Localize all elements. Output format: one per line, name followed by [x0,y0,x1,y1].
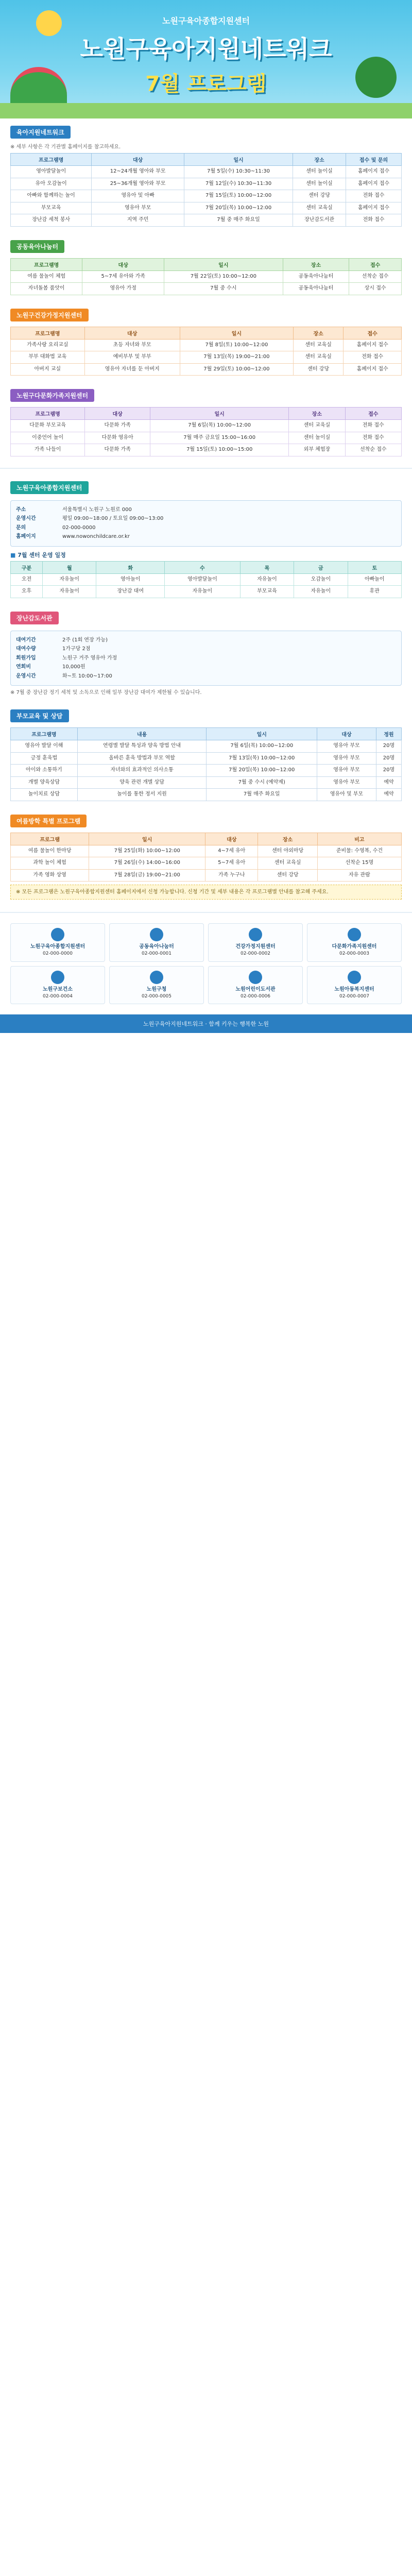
table-row [11,166,402,178]
table-cell: 홈페이지 접수 [346,202,402,214]
table-row [11,444,402,456]
table-cell: 7월 중 수시 (예약제) [207,776,317,789]
table-cell: 전화 접수 [345,432,401,444]
table-header: 일시 [180,327,293,339]
table-header: 일시 [207,728,317,740]
footer-bar: 노원구육아지원네트워크 · 함께 키우는 행복한 노원 [0,1014,412,1033]
table-cell: 공동육아나눔터 [283,270,349,283]
info-value: 10,000원 [62,664,85,670]
table-cell: 5~7세 유아와 가족 [82,270,164,283]
table-header-row [11,154,402,166]
table-header: 프로그램 [11,833,89,845]
info-row [16,636,396,645]
table-cell: 7월 15일(토) 10:00~12:00 [184,190,293,202]
section-parent-education [0,702,412,807]
table-cell: 센터 교육실 [258,857,317,870]
logo-icon [348,971,361,984]
table-cell: 전화 접수 [346,214,402,227]
section-title: 여름방학 특별 프로그램 [10,815,87,827]
section-sharing [0,233,412,301]
notice-banner: ※ 모든 프로그램은 노원구육아종합지원센터 홈페이지에서 신청 가능합니다. 신청 기간 및 세부 내용은 각 프로그램별 안내를 참고해 주세요. [10,885,402,900]
info-row [16,663,396,671]
table-cell: 아빠놀이 [348,573,401,586]
partner-phone: 02-000-0001 [141,951,172,956]
table-header: 대상 [317,728,376,740]
table-cell: 20명 [376,740,401,753]
table-cell: 부모교육 [240,586,294,598]
table-cell: 공동육아나눔터 [283,283,349,295]
table-cell: 20명 [376,765,401,777]
info-label: 대여기간 [16,637,36,643]
table-cell: 영유아 및 아빠 [92,190,184,202]
table-header-row [11,258,402,270]
center-info-box [10,500,402,547]
section-network [0,118,412,233]
partner-logo-card[interactable] [307,923,402,962]
table-header: 금 [294,561,348,573]
table-cell: 영아발달놀이 [165,573,241,586]
partner-logo-card[interactable] [109,923,204,962]
table-cell: 센터 교육실 [293,202,346,214]
table-header: 비고 [317,833,401,845]
table-cell: 선착순 15명 [317,857,401,870]
table-row [11,586,402,598]
table-cell: 7월 6일(목) 10:00~12:00 [207,740,317,753]
table-cell: 준비물: 수영복, 수건 [317,845,401,857]
table-row [11,283,402,295]
table-cell: 자유놀이 [294,586,348,598]
table-cell: 자녀돌봄 품앗이 [11,283,82,295]
table-row [11,752,402,765]
info-label: 대여수량 [16,646,36,652]
table-header: 프로그램명 [11,728,78,740]
table-row [11,214,402,227]
partner-logo-card[interactable] [10,966,105,1005]
table-cell: 영유아 부모 [317,752,376,765]
table-header: 장소 [258,833,317,845]
table-cell: 영아발달놀이 [11,166,92,178]
table-cell: 자유놀이 [240,573,294,586]
table-row [11,869,402,882]
table-header: 접수 및 문의 [346,154,402,166]
table-cell: 센터 교육실 [294,339,344,351]
header-month-title: 7월 프로그램 [145,72,267,96]
table-header: 일시 [150,408,289,420]
table-header-row [11,728,402,740]
table-header: 프로그램명 [11,327,85,339]
table-row [11,765,402,777]
table-cell: 지역 주민 [92,214,184,227]
table-cell: 가족사랑 요리교실 [11,339,85,351]
table-cell: 센터 놀이실 [293,178,346,190]
table-row [11,178,402,190]
program-table [10,407,402,456]
table-cell: 아이와 소통하기 [11,765,78,777]
header-banner [0,0,412,118]
table-header: 프로그램명 [11,154,92,166]
table-cell: 유아 오감놀이 [11,178,92,190]
table-cell: 이중언어 놀이 [11,432,85,444]
partner-name: 노원구보건소 [43,986,73,992]
table-cell: 자유놀이 [43,573,96,586]
section-title: 노원구다문화가족지원센터 [10,389,94,402]
info-row [16,533,396,541]
partner-logo-card[interactable] [10,923,105,962]
table-cell: 가족 누구나 [205,869,258,882]
table-cell: 25~36개월 영아와 부모 [92,178,184,190]
section-title: 공동육아나눔터 [10,240,64,253]
partner-phone: 02-000-0004 [42,993,73,999]
sun-decoration [36,10,62,36]
info-row [16,672,396,681]
table-header: 토 [348,561,401,573]
table-cell: 오감놀이 [294,573,348,586]
info-value: 2주 (1회 연장 가능) [62,637,108,643]
logo-icon [348,928,361,941]
table-row [11,857,402,870]
section-summer [0,807,412,907]
schedule-title: ■ 7월 센터 운영 일정 [10,551,402,559]
logo-icon [249,971,262,984]
info-value: 평일 09:00~18:00 / 토요일 09:00~13:00 [62,516,164,521]
toy-info-box [10,631,402,686]
table-header: 프로그램명 [11,408,85,420]
table-cell: 오후 [11,586,43,598]
table-cell: 7월 26일(수) 14:00~16:00 [89,857,205,870]
info-row [16,515,396,523]
table-cell: 7월 28일(금) 19:00~21:00 [89,869,205,882]
table-cell: 긍정 훈육법 [11,752,78,765]
program-table [10,258,402,295]
table-cell: 양육 관련 개별 상담 [77,776,207,789]
table-row [11,573,402,586]
partner-phone: 02-000-0000 [42,951,73,956]
table-cell: 놀이를 통한 정서 지원 [77,789,207,801]
partner-phone: 02-000-0005 [141,993,172,999]
table-cell: 아버지 교실 [11,363,85,376]
partner-name: 노원어린이도서관 [235,986,276,992]
table-row [11,202,402,214]
program-table [10,327,402,376]
table-cell: 7월 29일(토) 10:00~12:00 [180,363,293,376]
logo-icon [51,928,64,941]
section-title: 부모교육 및 상담 [10,709,69,722]
table-header-row [11,833,402,845]
info-label: 주소 [16,506,26,513]
table-header: 장소 [294,327,344,339]
table-cell: 가족 나들이 [11,444,85,456]
table-cell: 예약 [376,776,401,789]
table-cell: 7월 중 수시 [164,283,283,295]
table-cell: 다문화 가족 [85,420,150,432]
table-cell: 영유아 부모 [92,202,184,214]
table-cell: 7월 중 매주 화요일 [184,214,293,227]
section-family-center [0,301,412,382]
table-header-row [11,327,402,339]
info-label: 연회비 [16,664,31,670]
partner-name: 공동육아나눔터 [139,944,174,950]
info-row [16,654,396,663]
table-header: 장소 [289,408,345,420]
table-header: 대상 [85,408,150,420]
table-cell: 부부 대화법 교육 [11,351,85,364]
table-cell: 다문화 영유아 [85,432,150,444]
partner-phone: 02-000-0007 [339,993,370,999]
table-row [11,740,402,753]
table-cell: 다문화 부모교육 [11,420,85,432]
table-cell: 7월 13일(목) 10:00~12:00 [207,752,317,765]
section-note: ※ 세부 사항은 각 기관별 홈페이지를 참고하세요. [10,144,121,150]
table-cell: 4~7세 유아 [205,845,258,857]
partner-logo-card[interactable] [208,966,303,1005]
info-row [16,506,396,514]
table-cell: 전화 접수 [345,420,401,432]
table-cell: 센터 강당 [293,190,346,202]
watermelon-icon [10,67,67,103]
partner-logo-card[interactable] [307,966,402,1005]
logo-icon [249,928,262,941]
table-cell: 여름 물놀이 체험 [11,270,82,283]
table-header: 접수 [345,408,401,420]
table-cell: 놀이치료 상담 [11,789,78,801]
table-cell: 과학 놀이 체험 [11,857,89,870]
program-table [10,153,402,227]
section-center-info [0,474,412,604]
table-row [11,776,402,789]
partner-logos [0,918,412,1014]
partner-name: 건강가정지원센터 [235,944,276,950]
info-value: 노원구 거주 영유아 가정 [62,655,117,661]
divider [0,912,412,913]
table-cell: 상시 접수 [349,283,402,295]
table-cell: 부모교육 [11,202,92,214]
table-header: 목 [240,561,294,573]
table-cell: 20명 [376,752,401,765]
table-header: 내용 [77,728,207,740]
partner-logo-card[interactable] [109,966,204,1005]
table-cell: 7월 22일(토) 10:00~12:00 [164,270,283,283]
section-multicultural [0,382,412,463]
info-label: 홈페이지 [16,534,36,539]
table-row [11,789,402,801]
table-header: 일시 [164,258,283,270]
program-table [10,833,402,882]
header-main-title: 노원구육아지원네트워크 [80,35,332,63]
table-cell: 예비부부 및 부부 [84,351,180,364]
section-title: 육아지원네트워크 [10,126,71,139]
table-header: 접수 [349,258,402,270]
table-row [11,420,402,432]
partner-phone: 02-000-0002 [240,951,271,956]
table-cell: 휴관 [348,586,401,598]
table-cell: 7월 25일(화) 10:00~12:00 [89,845,205,857]
info-value: 화~토 10:00~17:00 [62,673,112,679]
divider [0,468,412,469]
table-header: 장소 [293,154,346,166]
table-cell: 7월 6일(목) 10:00~12:00 [150,420,289,432]
table-row [11,339,402,351]
table-cell: 여름 물놀이 한마당 [11,845,89,857]
table-row [11,270,402,283]
table-cell: 외부 체험장 [289,444,345,456]
table-cell: 오전 [11,573,43,586]
table-cell: 홈페이지 접수 [346,166,402,178]
table-cell: 7월 20일(목) 10:00~12:00 [207,765,317,777]
table-cell: 영유아 부모 [317,765,376,777]
table-cell: 예약 [376,789,401,801]
logo-icon [150,928,163,941]
table-header: 월 [43,561,96,573]
table-cell: 장난감도서관 [293,214,346,227]
partner-name: 다문화가족지원센터 [332,944,377,950]
table-row [11,351,402,364]
table-row [11,432,402,444]
table-cell: 자유 관람 [317,869,401,882]
table-header-row [11,561,402,573]
partner-name: 노원아동복지센터 [334,986,374,992]
table-header: 프로그램명 [11,258,82,270]
table-header: 대상 [205,833,258,845]
table-cell: 영아놀이 [96,573,165,586]
table-cell: 선착순 접수 [349,270,402,283]
info-row [16,524,396,532]
table-header: 구분 [11,561,43,573]
table-header: 일시 [89,833,205,845]
table-header: 일시 [184,154,293,166]
table-cell: 다문화 가족 [85,444,150,456]
table-cell: 홈페이지 접수 [346,178,402,190]
partner-phone: 02-000-0006 [240,993,271,999]
info-label: 운영시간 [16,673,36,679]
table-cell: 센터 교육실 [294,351,344,364]
partner-name: 노원구청 [146,986,167,992]
table-header: 장소 [283,258,349,270]
info-value: 02-000-0000 [62,524,96,531]
table-cell: 영유아 발달 이해 [11,740,78,753]
partner-name: 노원구육아종합지원센터 [30,944,85,950]
table-cell: 자유놀이 [165,586,241,598]
table-cell: 자유놀이 [43,586,96,598]
table-cell: 연령별 발달 특성과 양육 방법 안내 [77,740,207,753]
info-value: 서울특별시 노원구 노원로 000 [62,506,132,513]
table-cell: 12~24개월 영아와 부모 [92,166,184,178]
table-header: 대상 [92,154,184,166]
table-row [11,190,402,202]
table-cell: 7월 13일(목) 19:00~21:00 [180,351,293,364]
info-value: www.nowonchildcare.or.kr [62,534,130,539]
table-cell: 센터 야외마당 [258,845,317,857]
table-cell: 7월 매주 화요일 [207,789,317,801]
table-cell: 자녀와의 효과적인 의사소통 [77,765,207,777]
header-subtitle: 노원구육아종합지원센터 [162,16,250,26]
table-cell: 7월 8일(토) 10:00~12:00 [180,339,293,351]
table-header: 정원 [376,728,401,740]
table-cell: 7월 매주 금요일 15:00~16:00 [150,432,289,444]
info-label: 운영시간 [16,516,36,521]
watermelon-icon [355,57,397,98]
section-title: 노원구건강가정지원센터 [10,309,89,321]
table-cell: 센터 놀이실 [289,432,345,444]
section-title: 장난감도서관 [10,612,59,624]
table-row [11,363,402,376]
table-cell: 영유아 자녀를 둔 아버지 [84,363,180,376]
partner-logo-card[interactable] [208,923,303,962]
table-row [11,845,402,857]
table-cell: 장난감 세척 봉사 [11,214,92,227]
info-label: 문의 [16,524,26,531]
table-header: 수 [165,561,241,573]
table-header: 접수 [344,327,402,339]
table-cell: 전화 접수 [346,190,402,202]
table-cell: 초등 자녀와 부모 [84,339,180,351]
grass-decoration [0,103,412,118]
table-cell: 영유아 및 부모 [317,789,376,801]
info-label: 회원가입 [16,655,36,661]
table-cell: 센터 강당 [294,363,344,376]
table-header: 대상 [82,258,164,270]
table-cell: 가족 영화 상영 [11,869,89,882]
info-row [16,645,396,653]
table-cell: 아빠와 함께하는 놀이 [11,190,92,202]
table-cell: 홈페이지 접수 [344,339,402,351]
table-cell: 개별 양육상담 [11,776,78,789]
schedule-table [10,561,402,598]
info-value: 1가구당 2점 [62,646,91,652]
table-cell: 홈페이지 접수 [344,363,402,376]
table-header-row [11,408,402,420]
program-table [10,727,402,801]
table-cell: 7월 5일(수) 10:30~11:30 [184,166,293,178]
table-cell: 올바른 훈육 방법과 부모 역할 [77,752,207,765]
logo-icon [51,971,64,984]
table-header: 화 [96,561,165,573]
section-title: 노원구육아종합지원센터 [10,481,89,494]
table-cell: 센터 놀이실 [293,166,346,178]
table-cell: 센터 강당 [258,869,317,882]
table-cell: 7월 15일(토) 10:00~15:00 [150,444,289,456]
section-toy-library [0,604,412,703]
table-cell: 7월 20일(목) 10:00~12:00 [184,202,293,214]
table-cell: 선착순 접수 [345,444,401,456]
logo-icon [150,971,163,984]
partner-phone: 02-000-0003 [339,951,370,956]
table-cell: 장난감 대여 [96,586,165,598]
table-cell: 영유아 부모 [317,740,376,753]
table-header: 대상 [84,327,180,339]
table-cell: 영유아 가정 [82,283,164,295]
table-cell: 전화 접수 [344,351,402,364]
page [0,0,412,1033]
table-cell: 5~7세 유아 [205,857,258,870]
toy-notice: ※ 7월 중 장난감 정기 세척 및 소독으로 인해 일부 장난감 대여가 제한될 수 있습니다. [10,690,202,696]
table-cell: 7월 12일(수) 10:30~11:30 [184,178,293,190]
table-cell: 영유아 부모 [317,776,376,789]
table-cell: 센터 교육실 [289,420,345,432]
